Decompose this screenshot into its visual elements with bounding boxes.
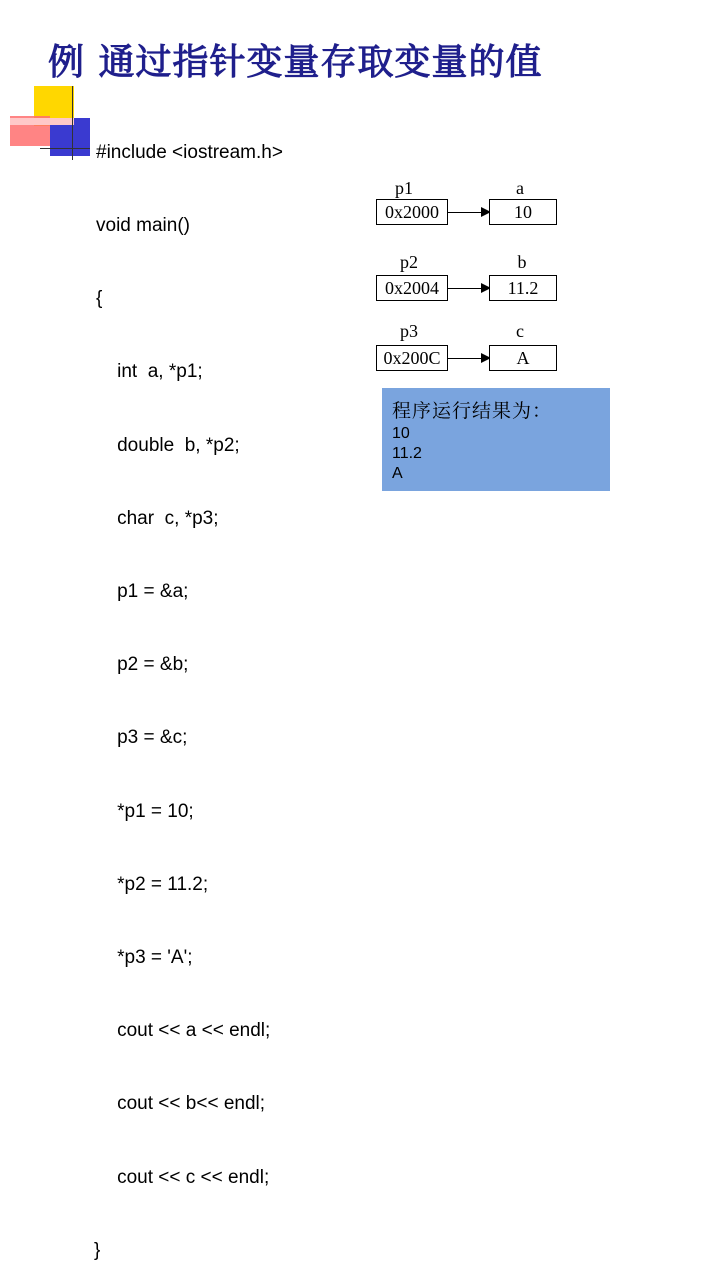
pointer-arrow bbox=[447, 288, 490, 289]
slide-title: 例 通过指针变量存取变量的值 bbox=[48, 42, 543, 83]
code-line: *p2 = 11.2; bbox=[96, 873, 209, 895]
code-line: char c, *p3; bbox=[96, 507, 219, 529]
code-line: p1 = &a; bbox=[96, 581, 189, 603]
code-line: *p1 = 10; bbox=[96, 800, 194, 822]
output-line: A bbox=[392, 465, 403, 482]
code-line: #include <iostream.h> bbox=[96, 141, 283, 163]
pointer-arrow bbox=[447, 358, 490, 359]
variable-name-label: c bbox=[516, 321, 524, 341]
pointer-address-box: 0x2000 bbox=[376, 199, 448, 225]
deco-pink-bar bbox=[10, 118, 74, 125]
program-output-box bbox=[382, 388, 610, 491]
variable-value-box: A bbox=[489, 345, 557, 371]
output-line: 10 bbox=[392, 425, 410, 442]
deco-horizontal-line bbox=[40, 148, 90, 149]
pointer-address-box: 0x200C bbox=[376, 345, 448, 371]
pointer-name-label: p3 bbox=[400, 321, 418, 341]
pointer-name-label: p1 bbox=[395, 178, 413, 198]
code-line: { bbox=[96, 288, 103, 310]
pointer-name-label: p2 bbox=[400, 252, 418, 272]
variable-value-box: 10 bbox=[489, 199, 557, 225]
variable-value-box: 11.2 bbox=[489, 275, 557, 301]
code-line: double b, *p2; bbox=[96, 434, 240, 456]
pointer-arrow bbox=[447, 212, 490, 213]
code-line: cout << a << endl; bbox=[96, 1020, 271, 1042]
code-listing bbox=[96, 92, 283, 1288]
code-line: p2 = &b; bbox=[96, 654, 189, 676]
code-line: cout << b<< endl; bbox=[96, 1093, 266, 1115]
code-line: void main() bbox=[96, 215, 190, 237]
variable-name-label: b bbox=[517, 252, 527, 272]
variable-name-label: a bbox=[516, 178, 524, 198]
code-line: int a, *p1; bbox=[96, 361, 203, 383]
output-line: 11.2 bbox=[392, 445, 422, 462]
code-line: p3 = &c; bbox=[96, 727, 188, 749]
pointer-address-box: 0x2004 bbox=[376, 275, 448, 301]
code-line: cout << c << endl; bbox=[96, 1166, 270, 1188]
code-line: } bbox=[94, 1239, 101, 1261]
code-line: *p3 = 'A'; bbox=[96, 947, 193, 969]
output-title: 程序运行结果为： bbox=[392, 400, 553, 422]
